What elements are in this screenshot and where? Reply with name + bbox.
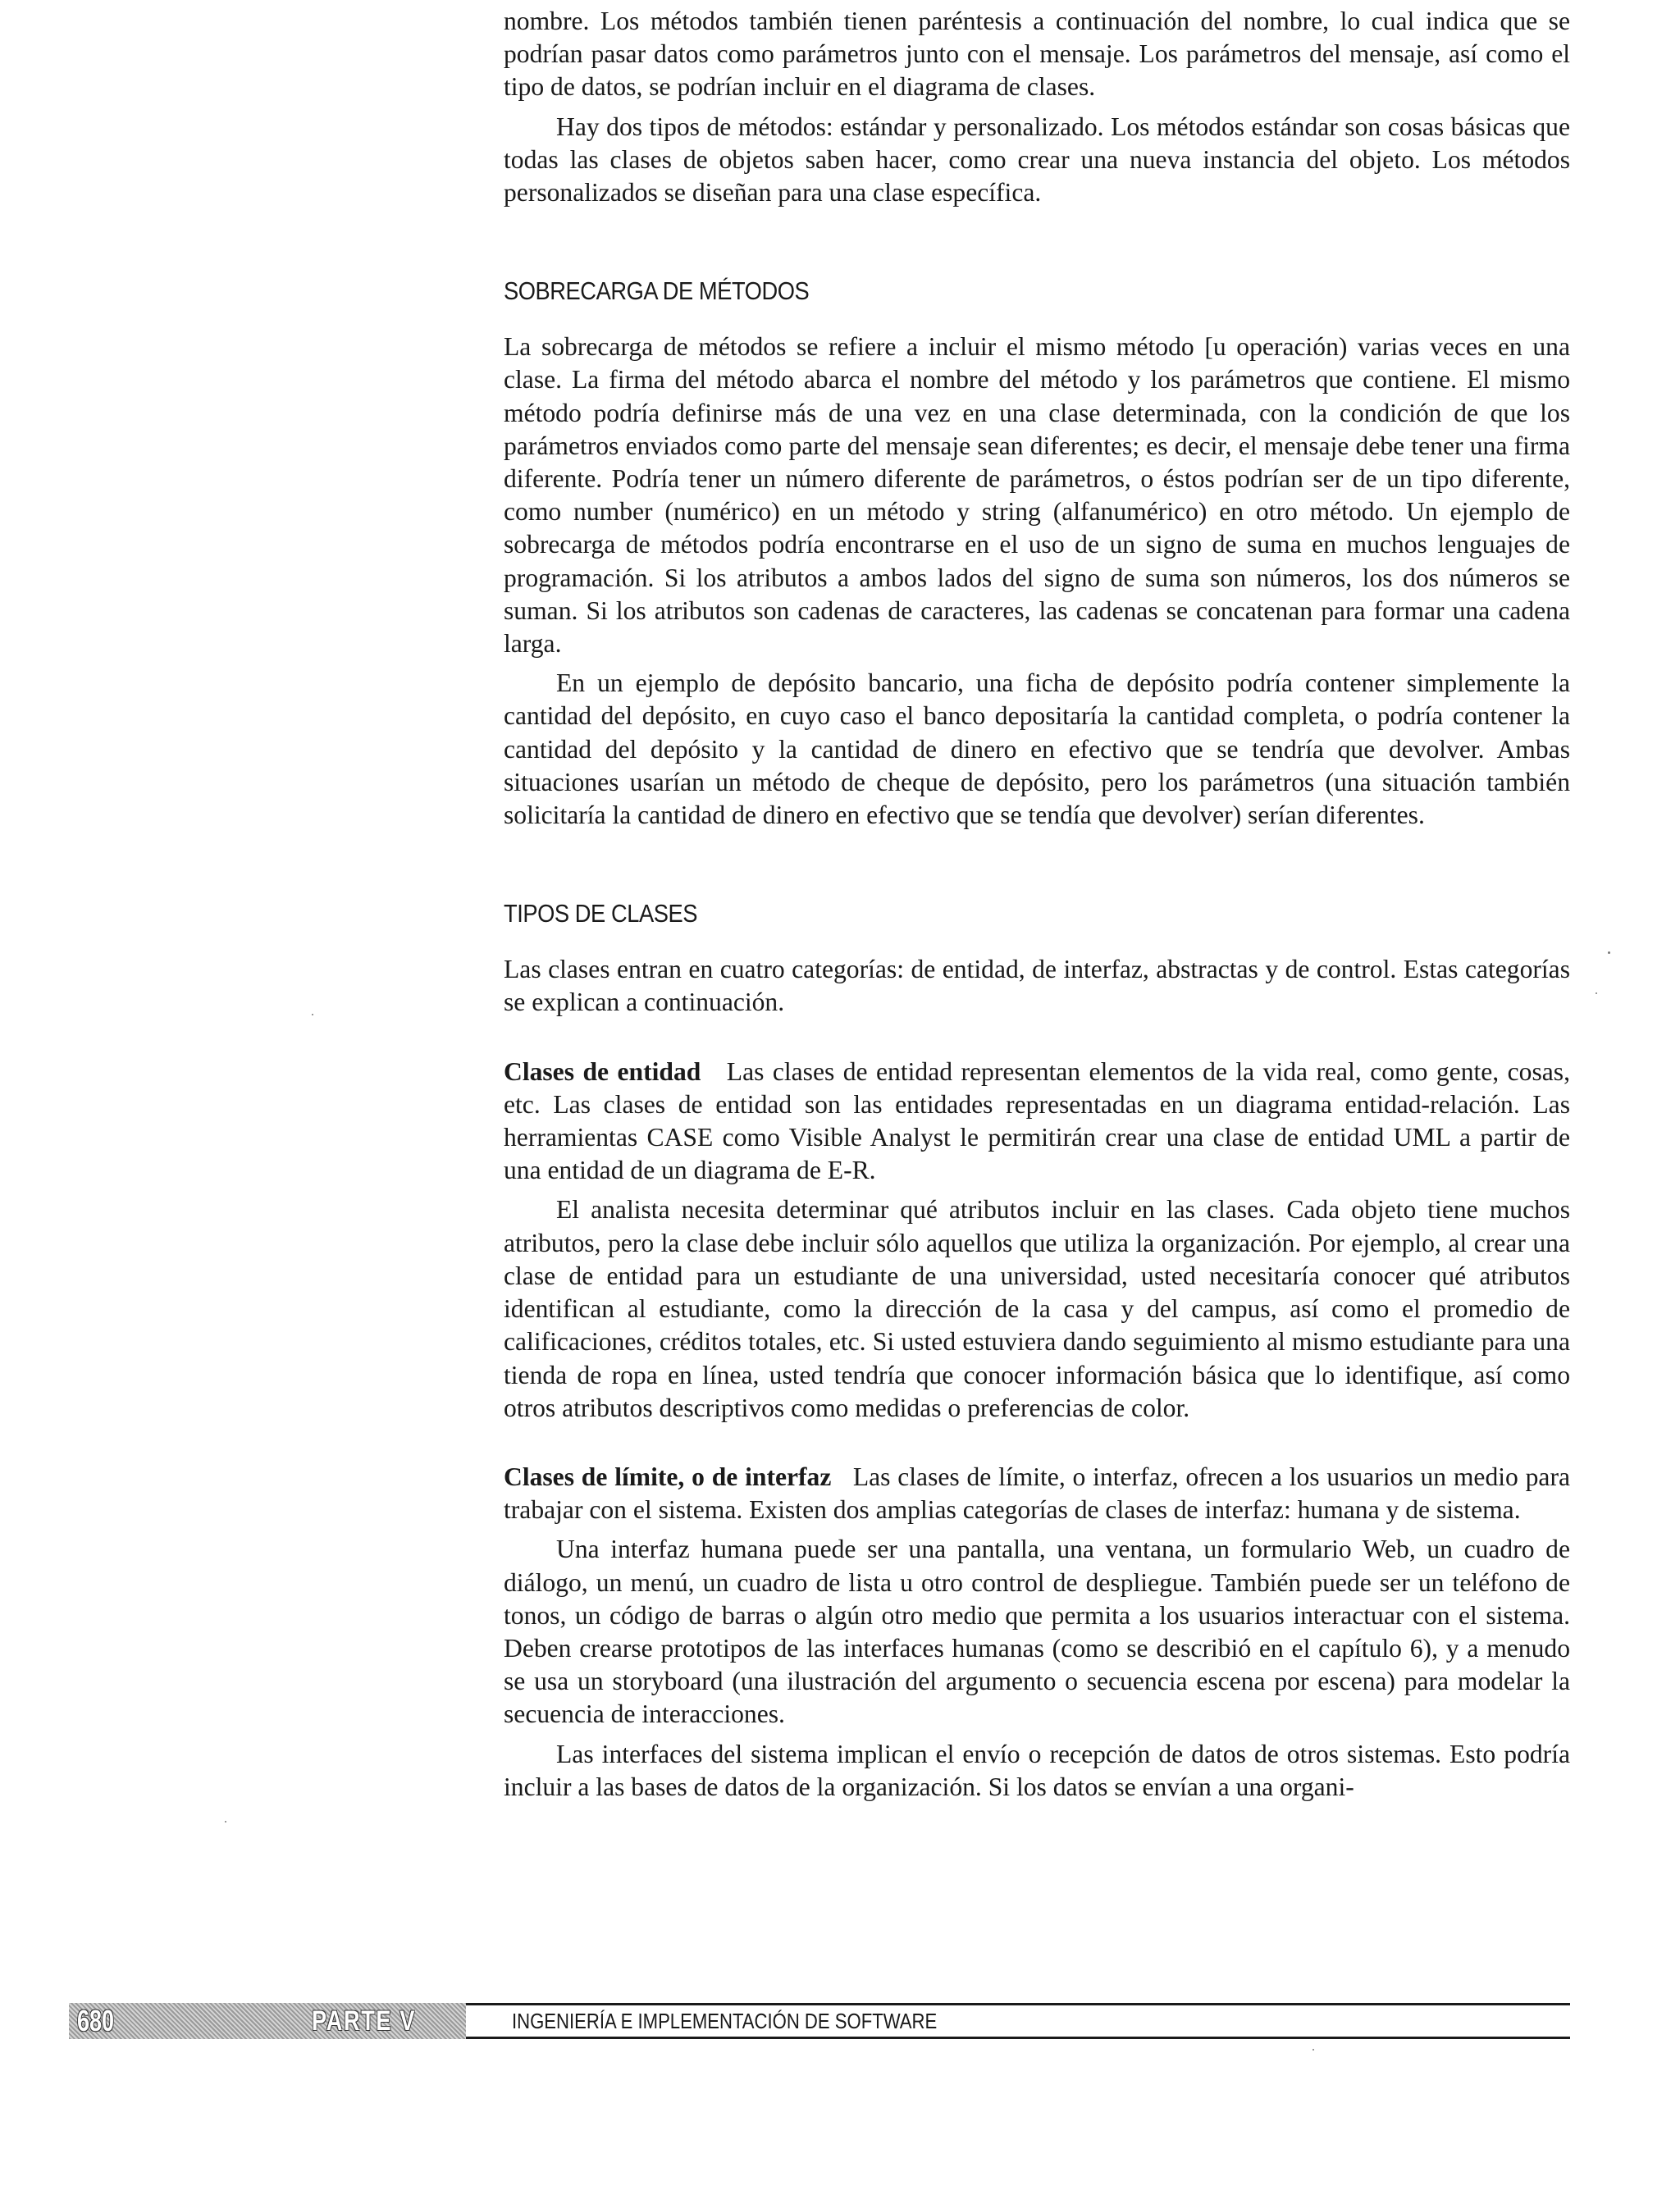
body-paragraph: Una interfaz humana puede ser una pantalla, una ventana, un formulario Web, un cuadro de diálogo, un menú, un cuadro de lista u otro control de despliegue. También puede ser un teléfono de tonos, un código de barras o algún otro medio que permita a los usuarios interactuar con el sistema. Deben crearse prototipos de las interfaces humanas (como se describió en el capítulo 6), y a menudo se usa un storyboard (una ilustración del argumento o secuencia escena por escena) para modelar la secuencia de interacciones.	[504, 1535, 1570, 1729]
footer-rule-top	[466, 2003, 1570, 2005]
text-column	[504, 5, 1570, 1810]
scan-speck	[312, 1014, 313, 1015]
footer-rule-bottom	[466, 2037, 1570, 2039]
scan-speck	[1608, 951, 1610, 954]
part-label: PARTE V	[312, 2005, 417, 2037]
body-paragraph: Las clases entran en cuatro categorías: de entidad, de interfaz, abstractas y de control. Estas categorías se explican a continuación.	[504, 955, 1570, 1017]
page-footer	[69, 2003, 1570, 2039]
interface-class-lead-text: Las clases de límite, o interfaz, ofrecen a los usuarios un medio para trabajar con el sistema. Existen dos amplias categorías de clases de interfaz: humana y de sistema.	[504, 1462, 1570, 1525]
folio-block	[69, 2003, 466, 2039]
scan-speck	[1596, 992, 1597, 994]
body-paragraph: El analista necesita determinar qué atributos incluir en las clases. Cada objeto tiene muchos atributos, pero la clase debe incluir sólo aquellos que utiliza la organización. Por ejemplo, al crear una clase de entidad para un estudiante de una universidad, usted necesitaría conocer qué atributos identifican al estudiante, como la dirección de la casa y del campus, así como el promedio de calificaciones, créditos totales, etc. Si usted estuviera dando seguimiento al mismo estudiante para una tienda de ropa en línea, usted tendría que conocer información básica que lo identifique, así como otros atributos descriptivos como medidas o preferencias de color.	[504, 1195, 1570, 1422]
entity-class-paragraph	[504, 1056, 1570, 1188]
subheading-entity-classes: Clases de entidad	[504, 1056, 701, 1086]
body-paragraph: nombre. Los métodos también tienen paréntesis a continuación del nombre, lo cual indica que se podrían pasar datos como parámetros junto con el mensaje. Los parámetros del mensaje, así como el tipo de datos, se podrían incluir en el diagrama de clases.	[504, 7, 1570, 102]
scan-speck	[1312, 2049, 1314, 2051]
scan-speck	[225, 1821, 226, 1823]
subheading-interface-classes: Clases de límite, o de interfaz	[504, 1462, 832, 1491]
section-heading-overloading: SOBRECARGA DE MÉTODOS	[504, 276, 810, 306]
body-paragraph: Hay dos tipos de métodos: estándar y personalizado. Los métodos estándar son cosas básicas que todas las clases de objetos saben hacer, como crear una nueva instancia del objeto. Los métodos personalizados se diseñan para una clase específica.	[504, 112, 1570, 208]
body-paragraph: La sobrecarga de métodos se refiere a incluir el mismo método [u operación) varias veces en una clase. La firma del método abarca el nombre del método y los parámetros que contiene. El mismo método podría definirse más de una vez en una clase determinada, con la condición de que los parámetros enviados como parte del mensaje sean diferentes; es decir, el mensaje debe tener una firma diferente. Podría tener un número diferente de parámetros, o éstos podrían ser de un tipo diferente, como number (numérico) en un método y string (alfanumérico) en otro método. Un ejemplo de sobrecarga de métodos podría encontrarse en el uso de un signo de suma en muchos lenguajes de programación. Si los atributos a ambos lados del signo de suma son números, los dos números se suman. Si los atributos son cadenas de caracteres, las cadenas se concatenan para formar una cadena larga.	[504, 332, 1570, 659]
running-head: INGENIERÍA E IMPLEMENTACIÓN DE SOFTWARE	[512, 2009, 938, 2033]
entity-class-lead-text: Las clases de entidad representan elementos de la vida real, como gente, cosas, etc. Las clases de entidad son las entidades representadas en un diagrama entidad-relación. Las herramientas CASE como Visible Analyst le permitirán crear una clase de entidad UML a partir de una entidad de un diagrama de E-R.	[504, 1056, 1570, 1185]
body-paragraph: Las interfaces del sistema implican el envío o recepción de datos de otros sistemas. Esto podría incluir a las bases de datos de la organización. Si los datos se envían a una organi-	[504, 1739, 1570, 1801]
section-heading-class-types: TIPOS DE CLASES	[504, 899, 697, 928]
body-paragraph: En un ejemplo de depósito bancario, una ficha de depósito podría contener simplemente la cantidad del depósito, en cuyo caso el banco depositaría la cantidad completa, o podría contener la cantidad del depósito y la cantidad de dinero en efectivo que se tendría que devolver. Ambas situaciones usarían un método de cheque de depósito, pero los parámetros (una situación también solicitaría la cantidad de dinero en efectivo que se tendía que devolver) serían diferentes.	[504, 668, 1570, 830]
interface-class-paragraph	[504, 1461, 1570, 1526]
page-number: 680	[77, 2004, 115, 2037]
